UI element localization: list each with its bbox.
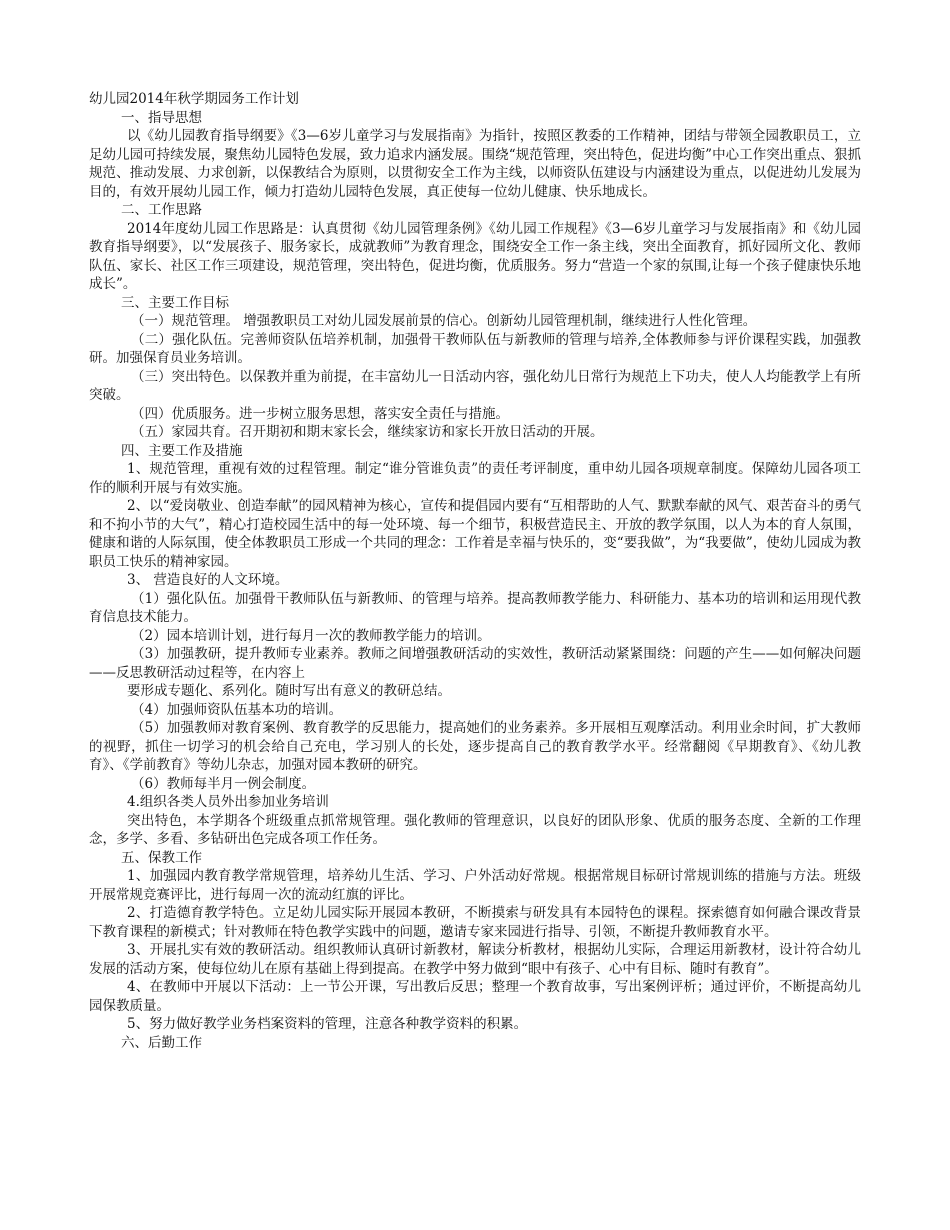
paragraph: 3、开展扎实有效的教研活动。组织教师认真研讨新教材，解读分析教材，根据幼儿实际，合理运用新教材，设计符合幼儿发展的活动方案，使每位幼儿在原有基础上得到提高。在教学中努力做到“眼中有孩子、心中有目标、随时有教育”。 [89,942,861,977]
paragraph: 4.组织各类人员外出参加业务培训 [127,794,329,810]
sub-item: （五）家园共育。召开期初和期末家长会，继续家访和家长开放日活动的开展。 [131,424,604,440]
document-body [89,109,861,1053]
paragraph: 5、努力做好教学业务档案资料的管理，注意各种教学资料的积累。 [127,1016,528,1032]
paragraph: 4、在教师中开展以下活动：上一节公开课，写出教后反思；整理一个教育故事，写出案例评析；通过评价，不断提高幼儿园保教质量。 [89,979,861,1014]
paragraph: 3、 营造良好的人文环境。 [127,572,289,588]
sub-item: （一）规范管理。 增强教职员工对幼儿园发展前景的信心。创新幼儿园管理机制，继续进行人性化管理。 [131,313,757,329]
sub-item: （4）加强师资队伍基本功的培训。 [131,701,343,718]
section-heading: 一、指导思想 [121,109,202,126]
sub-item: （5）加强教师对教育案例、教育教学的反思能力，提高她们的业务素养。多开展相互观摩活动。利用业余时间，扩大教师的视野，抓住一切学习的机会给自己充电，学习别人的长处，逐步提高自己的教育教学水平。经常翻阅《早期教育》、《幼儿教育》、《学前教育》等幼儿杂志，加强对园本教研的研究。 [89,720,861,773]
paragraph: 要形成专题化、系列化。随时写出有意义的教研总结。 [127,683,451,699]
sub-item: （三）突出特色。以保教并重为前提，在丰富幼儿一日活动内容，强化幼儿日常行为规范上下功夫，使人人均能教学上有所突破。 [89,368,861,403]
section-heading: 三、主要工作目标 [121,294,229,311]
sub-item: （二）强化队伍。完善师资队伍培养机制，加强骨干教师队伍与新教师的管理与培养,全体教师参与评价课程实践，加强教研。加强保育员业务培训。 [89,331,861,366]
sub-item: （1）强化队伍。加强骨干教师队伍与新教师、的管理与培养。提高教师教学能力、科研能力、基本功的培训和运用现代教育信息技术能力。 [89,590,861,625]
paragraph: 以《幼儿园教育指导纲要》《3—6岁儿童学习与发展指南》为指针，按照区教委的工作精神，团结与带领全园教职员工，立足幼儿园可持续发展，聚焦幼儿园特色发展，致力追求内涵发展。围绕“规范管理，突出特色，促进均衡”中心工作突出重点、狠抓规范、推动发展、力求创新，以保教结合为原则，以贯彻安全工作为主线，以师资队伍建设与内涵建设为重点，以促进幼儿发展为目的，有效开展幼儿园工作，倾力打造幼儿园特色发展，真正使每一位幼儿健康、快乐地成长。 [89,128,861,200]
paragraph: 2014年度幼儿园工作思路是：认真贯彻《幼儿园管理条例》《幼儿园工作规程》《3—6岁儿童学习与发展指南》和《幼儿园教育指导纲要》，以“发展孩子、服务家长，成就教师”为教育理念，围绕安全工作一条主线，突出全面教育，抓好园所文化、教师队伍、家长、社区工作三项建设，规范管理，突出特色，促进均衡，优质服务。努力“营造一个家的氛围,让每一个孩子健康快乐地成长”。 [89,220,861,292]
document-title: 幼儿园2014年秋学期园务工作计划 [89,91,299,107]
section-heading: 五、保教工作 [121,849,202,866]
paragraph: 2、以“爱岗敬业、创造奉献”的园风精神为核心，宣传和提倡园内要有“互相帮助的人气、默默奉献的风气、艰苦奋斗的勇气和不拘小节的大气”，精心打造校园生活中的每一处环境、每一个细节，积极营造民主、开放的教学氛围，以人为本的育人氛围，健康和谐的人际氛围，使全体教职员工形成一个共同的理念：工作着是幸福与快乐的，变“要我做”，为“我要做”，使幼儿园成为教职员工快乐的精神家园。 [89,498,861,570]
paragraph: 1、加强园内教育教学常规管理，培养幼儿生活、学习、户外活动好常规。根据常规目标研讨常规训练的措施与方法。班级开展常规竞赛评比，进行每周一次的流动红旗的评比。 [89,868,861,903]
sub-item: （3）加强教研，提升教师专业素养。教师之间增强教研活动的实效性，教研活动紧紧围绕：问题的产生——如何解决问题——反思教研活动过程等，在内容上 [89,646,861,681]
section-heading: 二、工作思路 [121,202,202,218]
paragraph: 突出特色，本学期各个班级重点抓常规管理。强化教师的管理意识，以良好的团队形象、优质的服务态度、全新的工作理念，多学、多看、多钻研出色完成各项工作任务。 [89,812,861,847]
sub-item: （四）优质服务。进一步树立服务思想，落实安全责任与措施。 [131,405,509,422]
section-heading: 四、主要工作及措施 [121,442,243,459]
sub-item: （2）园本培训计划，进行每月一次的教师教学能力的培训。 [131,627,491,644]
document-page [89,90,861,1052]
paragraph: 1、规范管理，重视有效的过程管理。制定“谁分管谁负责”的责任考评制度，重申幼儿园各项规章制度。保障幼儿园各项工作的顺利开展与有效实施。 [89,461,861,496]
section-heading: 六、后勤工作 [121,1034,202,1051]
sub-item: （6）教师每半月一例会制度。 [131,775,316,792]
paragraph: 2、打造德育教学特色。立足幼儿园实际开展园本教研，不断摸索与研发具有本园特色的课程。探索德育如何融合课改背景下教育课程的新模式；针对教师在特色教学实践中的问题，邀请专家来园进行指导、引领，不断提升教师教育水平。 [89,905,861,940]
